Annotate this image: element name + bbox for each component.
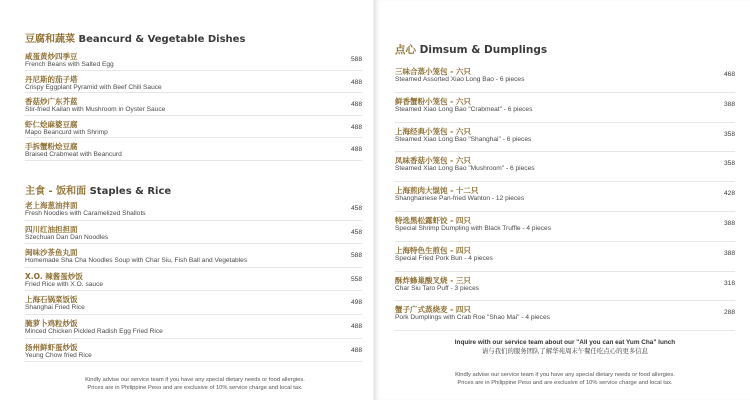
- menu-item: [25, 318, 362, 336]
- menu-item-name-en: Char Siu Taro Puff - 3 pieces: [395, 284, 480, 292]
- menu-item: [25, 271, 362, 289]
- menu-item-price: 558: [350, 275, 362, 283]
- menu-item: [395, 304, 735, 322]
- footer-line: Prices are in Philippine Peso and are exclusive of 10% service charge and local tax.: [87, 385, 303, 391]
- menu-item: [395, 215, 735, 233]
- menu-item-price: 488: [350, 346, 362, 354]
- menu-item-price: 488: [350, 101, 362, 108]
- menu-item: [395, 126, 735, 144]
- menu-item-name-en: Special Fried Pork Bun - 4 pieces: [395, 254, 493, 262]
- menu-item-name-en: Mapo Beancurd with Shrimp: [25, 128, 108, 136]
- menu-item-name-zh: 四川红油担担面: [25, 224, 78, 234]
- menu-item: [25, 200, 362, 218]
- item-divider: [25, 160, 362, 161]
- menu-item-name-zh: 香菇炒广东芥蓝: [25, 97, 78, 106]
- item-divider: [25, 243, 362, 244]
- item-divider: [395, 300, 735, 301]
- menu-item-price: 458: [350, 228, 362, 236]
- menu-item-price: 318: [723, 279, 735, 287]
- menu-item-name-zh: 手拆蟹粉烩豆腐: [25, 142, 78, 151]
- menu-item: [25, 74, 362, 92]
- menu-item-price: 458: [350, 205, 362, 212]
- menu-item: [395, 245, 735, 263]
- item-divider: [395, 151, 735, 152]
- section-title-en: Staples & Rice: [89, 186, 172, 197]
- menu-item: [25, 224, 362, 242]
- menu-item-price: 488: [350, 323, 362, 330]
- menu-item: [25, 96, 362, 114]
- item-divider: [25, 290, 362, 291]
- menu-item-name-zh: 上海煎肉大馄饨 - 十二只: [395, 186, 479, 196]
- menu-item-name-zh: 闽味沙茶鱼丸面: [25, 248, 78, 258]
- menu-item: [25, 141, 362, 159]
- menu-item-name-en: Steamed Xiao Long Bao "Shanghai" - 6 pieces: [395, 135, 532, 143]
- menu-item-name-zh: 扬州鲜虾蛋炒饭: [25, 342, 78, 352]
- menu-item-name-en: French Beans with Salted Egg: [25, 61, 114, 68]
- menu-item-name-zh: 特选黑松露虾饺 - 四只: [395, 216, 471, 225]
- menu-item-name-zh: 上海石锅菜饭饭: [25, 295, 78, 305]
- section-title-zh: 豆腐和蔬菜: [25, 34, 75, 45]
- menu-item-name-en: Steamed Xiao Long Bao "Mushroom" - 6 pieces: [395, 165, 535, 173]
- menu-item-name-en: Steamed Assorted Xiao Long Bao - 6 pieces: [395, 76, 525, 83]
- menu-item: [25, 51, 362, 69]
- yum-cha-note: [395, 338, 735, 356]
- menu-item-name-en: Crispy Eggplant Pyramid with Beef Chili Sauce: [25, 83, 162, 91]
- menu-item-name-zh: 上海经典小笼包 - 六只: [395, 126, 471, 136]
- section-title-en: Beancurd & Vegetable Dishes: [78, 34, 246, 45]
- menu-item-price: 388: [723, 100, 735, 108]
- yum-cha-note-zh: 请与我们的服务团队了解华苑周末午餐任吃点心的更多信息: [481, 348, 649, 355]
- menu-item-name-en: Braised Crabmeat with Beancurd: [25, 151, 122, 158]
- menu-item-name-zh: 虾仁烩麻婆豆腐: [25, 119, 78, 129]
- menu-item: [395, 275, 735, 293]
- menu-item: [395, 155, 735, 173]
- menu-item-price: 358: [723, 160, 735, 168]
- menu-item-name-en: Szechuan Dan Dan Noodles: [25, 233, 109, 241]
- menu-item-name-en: Homemade Sha Cha Noodles Soup with Char Siu, Fish Ball and Vegetables: [25, 257, 248, 265]
- menu-item-price: 588: [350, 252, 362, 260]
- menu-item-price: 288: [723, 309, 735, 317]
- menu-item-name-en: Special Shrimp Dumpling with Black Truffle - 4 pieces: [395, 225, 551, 232]
- section-title-dimsum: [395, 42, 547, 57]
- item-divider: [395, 181, 735, 182]
- item-divider: [25, 267, 362, 268]
- menu-item-price: 428: [723, 190, 735, 198]
- menu-item-name-zh: 上海特色生煎包 - 四只: [395, 245, 471, 255]
- footer-left: [25, 376, 365, 392]
- menu-item: [25, 119, 362, 137]
- item-divider: [395, 330, 735, 331]
- menu-item-name-zh: 咸蛋黄炒四季豆: [25, 52, 78, 61]
- footer-line: Kindly advise our service team if you have any special dietary needs or food allergies.: [455, 372, 675, 378]
- section-title-en: Dimsum & Dumplings: [419, 44, 548, 56]
- menu-item-price: 488: [350, 123, 362, 131]
- item-divider: [395, 241, 735, 242]
- menu-item-name-zh: 鲜香蟹粉小笼包 - 六只: [395, 96, 471, 106]
- menu-item-price: 498: [350, 299, 362, 307]
- item-divider: [395, 122, 735, 123]
- item-divider: [25, 115, 362, 116]
- menu-item: [25, 247, 362, 265]
- menu-item-name-zh: 酥炸蜂巢酸叉烧 - 三只: [395, 275, 471, 285]
- footer-line: Kindly advise our service team if you have any special dietary needs or food allergies.: [85, 377, 305, 383]
- menu-item-name-en: Fresh Noodles with Caramelized Shallots: [25, 210, 146, 217]
- menu-item-name-en: Minced Chicken Pickled Radish Egg Fried Rice: [25, 328, 163, 335]
- menu-item-price: 588: [350, 56, 362, 63]
- menu-item-price: 488: [350, 78, 362, 86]
- menu-item-name-zh: 丹尼斯的茄子塔: [25, 74, 78, 84]
- menu-item-price: 488: [350, 146, 362, 153]
- item-divider: [395, 211, 735, 212]
- menu-item-name-zh: 蟹子广式蒸烧麦 - 四只: [395, 305, 471, 315]
- footer-line: Prices are in Philippine Peso and are exclusive of 10% service charge and local tax.: [457, 380, 673, 386]
- menu-item-price: 388: [723, 220, 735, 227]
- item-divider: [395, 271, 735, 272]
- menu-page-right: [375, 0, 750, 400]
- menu-item-name-zh: 三味合蒸小笼包 - 六只: [395, 67, 471, 76]
- menu-item-name-en: Stir-fried Kailan with Mushroom in Oyster Sauce: [25, 106, 166, 113]
- menu-item: [25, 294, 362, 312]
- menu-item-price: 468: [723, 71, 735, 78]
- menu-item-name-en: Steamed Xiao Long Bao "Crabmeat" - 6 pieces: [395, 105, 533, 113]
- footer-right: [395, 371, 735, 387]
- menu-item-name-zh: 老上海葱油拌面: [25, 201, 78, 210]
- menu-item: [395, 66, 735, 84]
- item-divider: [25, 361, 362, 362]
- item-divider: [25, 70, 362, 71]
- menu-item-name-zh: 凤味香菇小笼包 - 六只: [395, 156, 471, 166]
- item-divider: [25, 137, 362, 138]
- yum-cha-note-en: Inquire with our service team about our "All you can eat Yum Cha" lunch: [454, 339, 676, 346]
- menu-item-name-en: Pork Dumplings with Crab Roe "Shao Mai" - 4 pieces: [395, 314, 550, 322]
- menu-item-name-zh: X.O. 辣酱蛋炒饭: [25, 271, 83, 281]
- section-title-staples: [25, 182, 171, 197]
- section-title-zh: 主食 - 饭和面: [25, 186, 87, 197]
- section-title-beancurd: [25, 30, 245, 45]
- menu-item-name-en: Fried Rice with X.O. sauce: [25, 280, 104, 288]
- menu-item-price: 388: [723, 249, 735, 257]
- menu-item: [395, 96, 735, 114]
- menu-item-price: 358: [723, 130, 735, 138]
- menu-item-name-zh: 腌萝卜鸡粒炒饭: [25, 319, 78, 328]
- item-divider: [25, 314, 362, 315]
- menu-item-name-en: Yeung Chow fried Rice: [25, 351, 92, 359]
- item-divider: [25, 92, 362, 93]
- menu-item: [25, 342, 362, 360]
- menu-item: [395, 185, 735, 203]
- item-divider: [25, 220, 362, 221]
- menu-item-name-en: Shanghai Fried Rice: [25, 304, 85, 312]
- item-divider: [395, 92, 735, 93]
- section-title-zh: 点心: [395, 44, 416, 56]
- menu-item-name-en: Shanghainese Pan-fried Wanton - 12 pieces: [395, 195, 525, 203]
- item-divider: [25, 338, 362, 339]
